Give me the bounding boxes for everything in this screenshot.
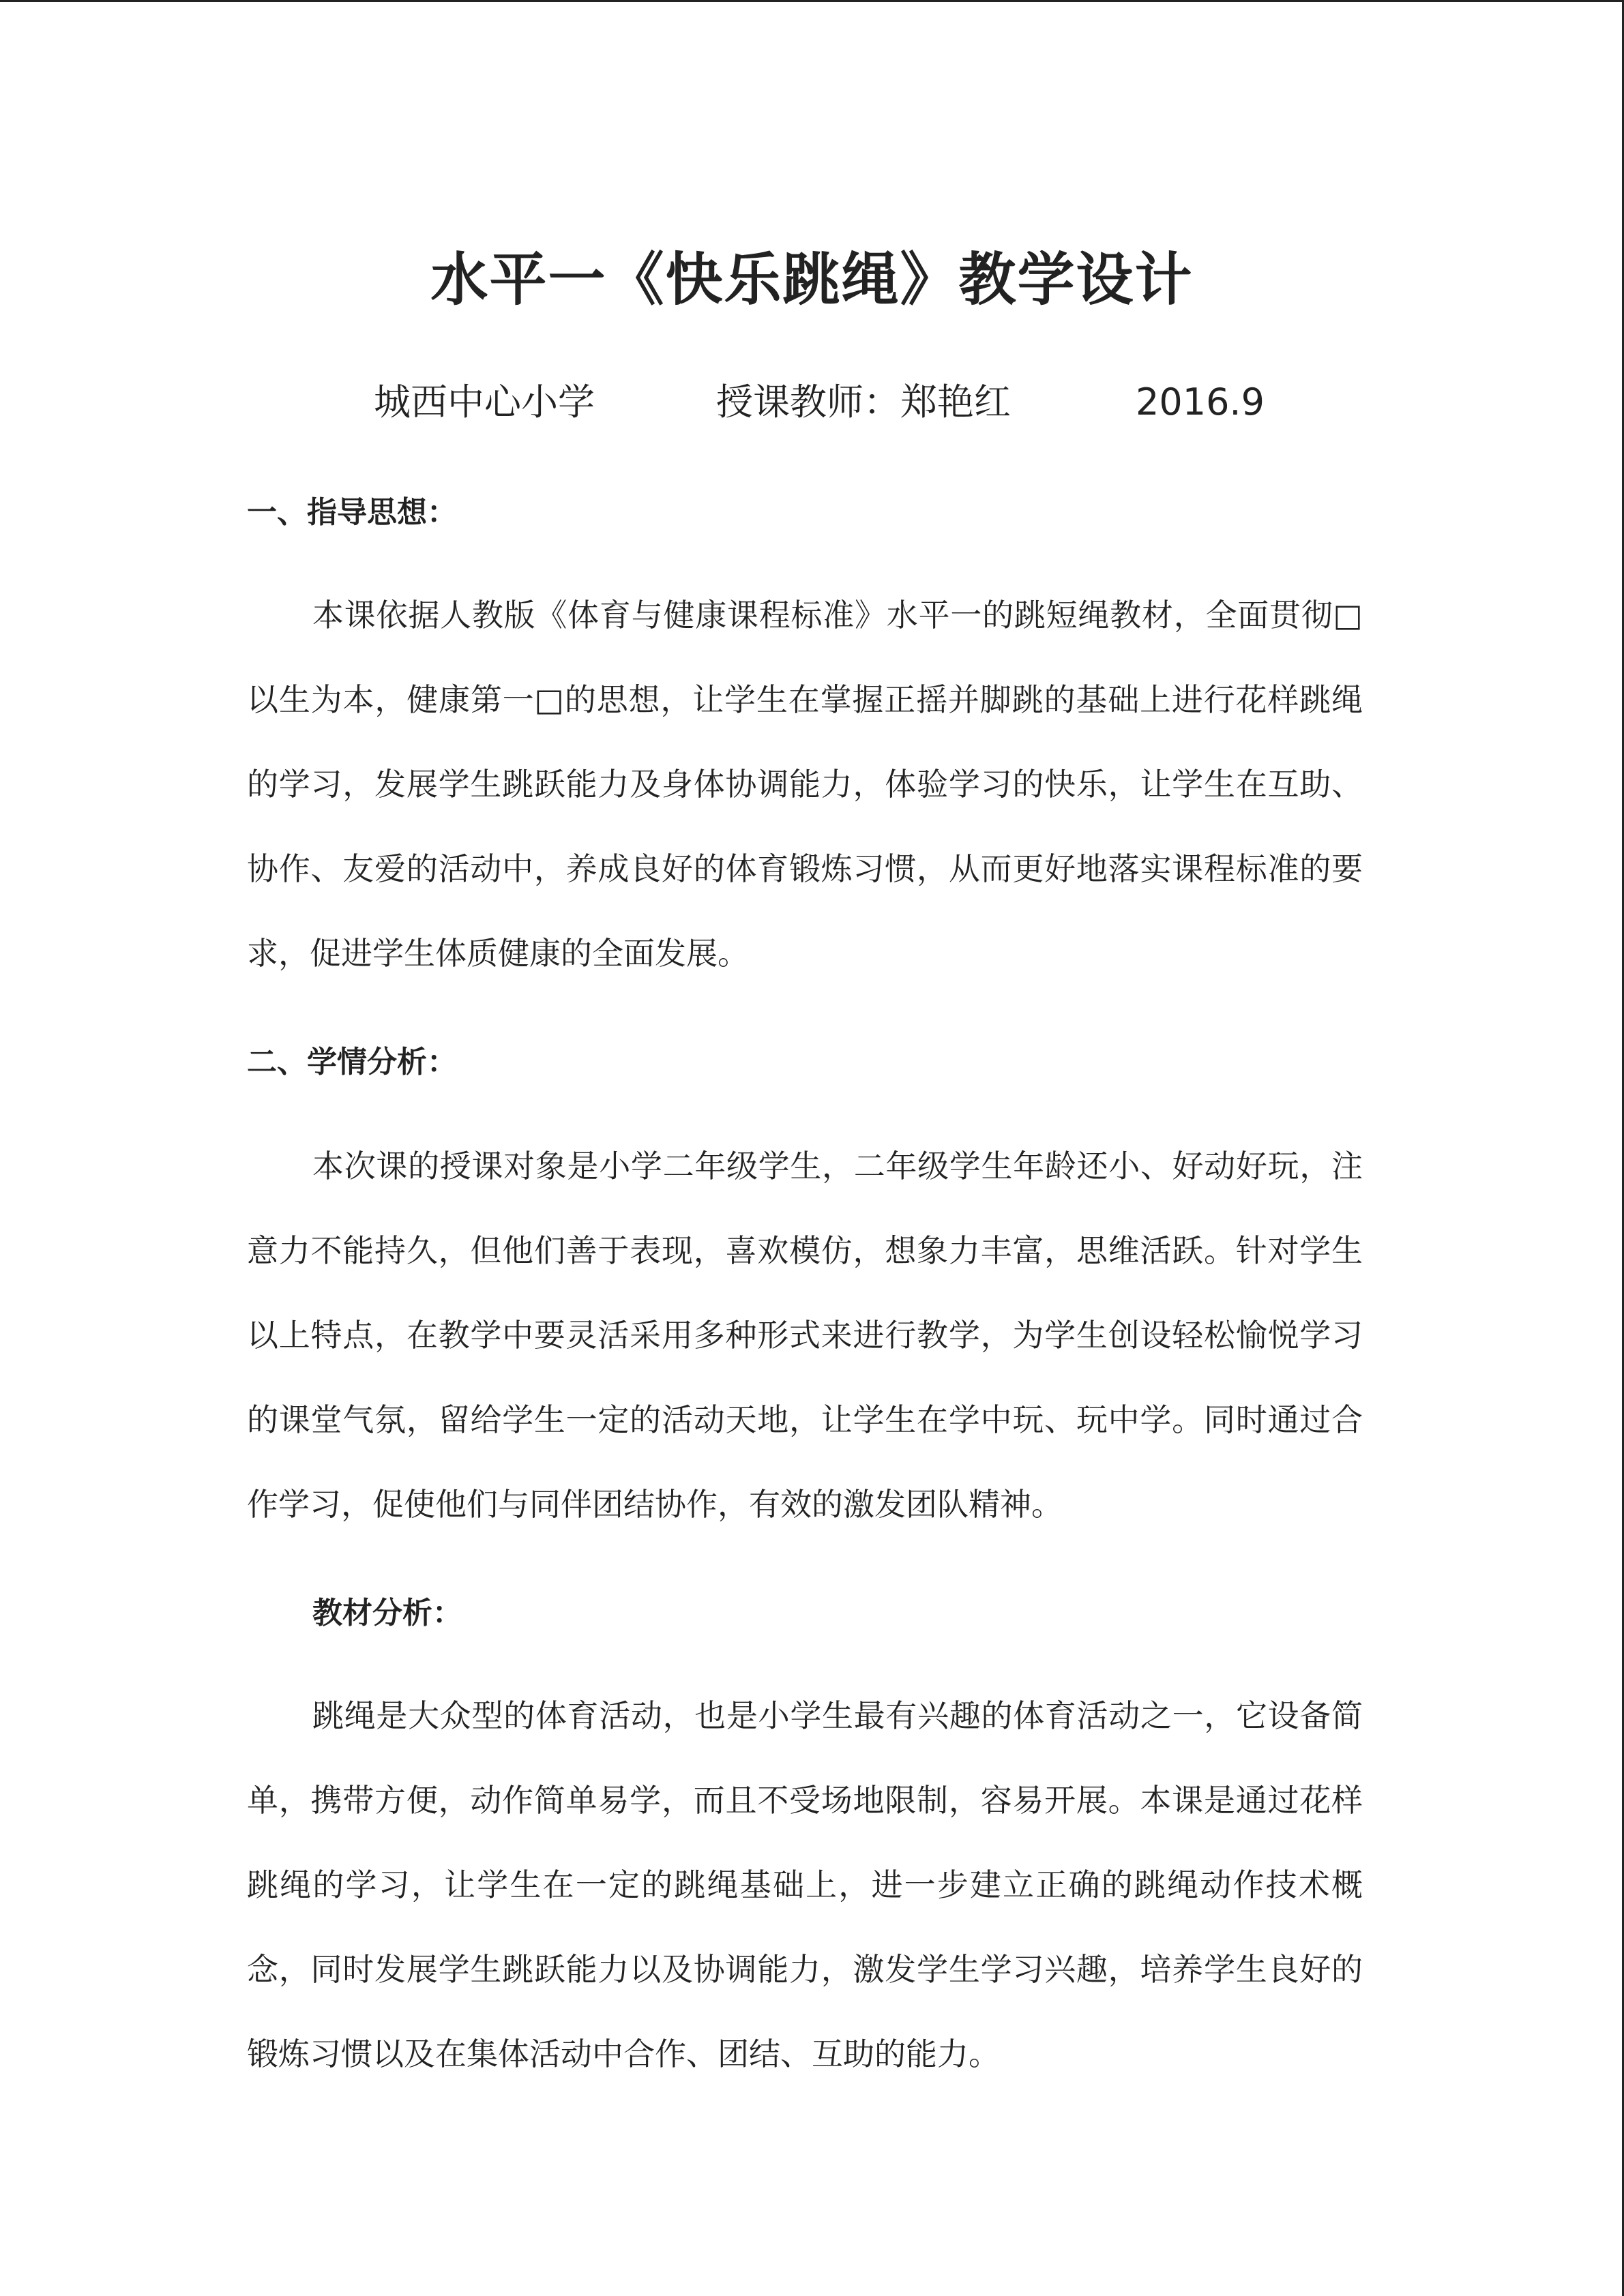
section-body-guiding-ideology: 本课依据人教版《体育与健康课程标准》水平一的跳短绳教材，全面贯彻□以生为本，健康第一□的思想，让学生在掌握正摇并脚跳的基础上进行花样跳绳的学习，发展学生跳跃能力及身体协调能力，体验学习的快乐，让学生在互助、协作、友爱的活动中，养成良好的体育锻炼习惯，从而更好地落实课程标准的要求，促进学生体质健康的全面发展。 [247,597,1363,972]
section-body-student-analysis: 本次课的授课对象是小学二年级学生，二年级学生年龄还小、好动好玩，注意力不能持久，但他们善于表现，喜欢模仿，想象力丰富，思维活跃。针对学生以上特点，在教学中要灵活采用多种形式来进行教学，为学生创设轻松愉悦学习的课堂气氛，留给学生一定的活动天地，让学生在学中玩、玩中学。同时通过合作学习，促使他们与同伴团结协作，有效的激发团队精神。 [247,1148,1363,1523]
document-title: 水平一《快乐跳绳》教学设计 [430,245,1194,313]
page-border-top [0,0,1624,2]
document-date: 2016.9 [1136,381,1265,423]
section-heading-guiding-ideology: 一、指导思想： [247,495,457,530]
section-heading-student-analysis: 二、学情分析： [247,1045,457,1079]
section-body-material-analysis: 跳绳是大众型的体育活动，也是小学生最有兴趣的体育活动之一，它设备简单，携带方便，动作简单易学，而且不受场地限制，容易开展。本课是通过花样跳绳的学习，让学生在一定的跳绳基础上，进一步建立正确的跳绳动作技术概念，同时发展学生跳跃能力以及协调能力，激发学生学习兴趣，培养学生良好的锻炼习惯以及在集体活动中合作、团结、互助的能力。 [247,1697,1363,2072]
section-heading-material-analysis: 教材分析： [312,1596,462,1630]
teacher-name: 授课教师：郑艳红 [716,381,1011,423]
school-name: 城西中心小学 [374,381,595,423]
